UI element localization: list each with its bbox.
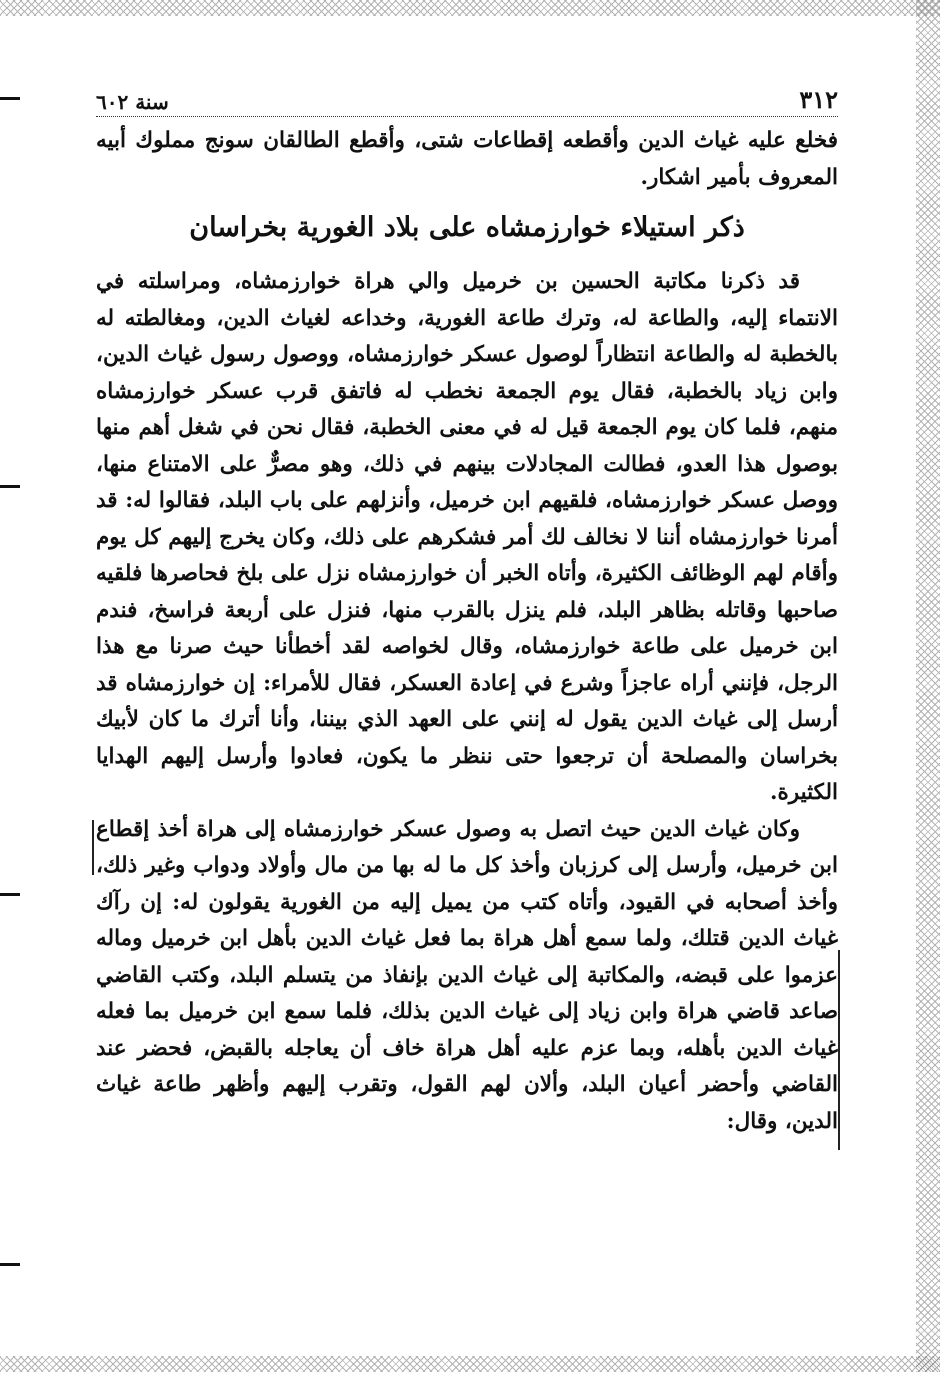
paragraph-2: وكان غياث الدين حيث اتصل به وصول عسكر خوارزمشاه إلى هراة أخذ إقطاع ابن خرميل، وأرسل إلى كرزبان وأخذ كل ما له بها من مال وأولاد ودواب وغير ذلك، وأخذ أصحابه في القيود، وأتاه كتب من يميل إليه من الغورية يقولون له: إن رآك غياث الدين قتلك، ولما سمع أهل هراة بما فعل غياث الدين بأهل ابن خرميل وماله عزموا على قبضه، والمكاتبة إلى غياث الدين بإنفاذ من يتسلم البلد، وكتب القاضي صاعد قاضي هراة وابن زياد إلى غياث الدين بذلك، فلما سمع ابن خرميل بما فعله غياث الدين بأهله، وبما عزم عليه أهل هراة خاف أن يعاجله بالقبض، فحضر عند القاضي وأحضر أعيان البلد، وألان لهم القول، وتقرب إليهم وأظهر طاعة غياث الدين، وقال: (96, 816, 838, 1134)
page-border-bottom (0, 1356, 940, 1372)
margin-tick (0, 97, 20, 100)
section-title: ذكر استيلاء خوارزمشاه على بلاد الغورية بخراسان (189, 212, 745, 243)
page-border-right (916, 0, 940, 1372)
continuation-paragraph: فخلع عليه غياث الدين وأقطعه إقطاعات شتى، وأقطع الطالقان سونج مملوك أبيه المعروف بأمير اشكار. (96, 128, 838, 190)
year-label: سنة ٦٠٢ (96, 90, 169, 114)
margin-tick (0, 1263, 20, 1266)
paragraph-1: قد ذكرنا مكاتبة الحسين بن خرميل والي هراة خوارزمشاه، ومراسلته في الانتماء إليه، والطاعة له، وترك طاعة الغورية، وخداعه لغياث الدين، ومغالطته له بالخطبة له والطاعة انتظاراً لوصول عسكر خوارزمشاه، ووصول رسول غياث الدين، وابن زياد بالخطبة، فقال يوم الجمعة نخطب له فاتفق قرب عسكر خوارزمشاه منهم، فلما كان يوم الجمعة قيل له في معنى الخطبة، فقال نحن في شغل أهم منها بوصول هذا العدو، فطالت المجادلات بينهم في ذلك، وهو مصرٌّ على الامتناع منها، ووصل عسكر خوارزمشاه، فلقيهم ابن خرميل، وأنزلهم على باب البلد، فقالوا له: قد أمرنا خوارزمشاه أننا لا نخالف لك أمر فشكرهم على ذلك، وكان يخرج إليهم كل يوم وأقام لهم الوظائف الكثيرة، وأتاه الخبر أن خوارزمشاه نزل على بلخ فحاصرها فلقيه صاحبها وقاتله بظاهر البلد، فلم ينزل بالقرب منها، فنزل على أربعة فراسخ، فندم ابن خرميل على طاعة خوارزمشاه، وقال لخواصه لقد أخطأنا حيث صرنا مع هذا الرجل، فإنني أراه عاجزاً وشرع في إعادة العسكر، فقال للأمراء: إن خوارزمشاه قد أرسل إلى غياث الدين يقول له إنني على العهد الذي بيننا، وأنا أترك ما كان لأبيك بخراسان والمصلحة أن ترجعوا حتى ننظر ما يكون، فعادوا وأرسل إليهم الهدايا الكثيرة. (96, 269, 838, 805)
margin-tick (0, 485, 20, 488)
running-header (96, 80, 838, 117)
page-number: ٣١٢ (799, 85, 838, 114)
margin-tick (0, 893, 20, 896)
margin-rule (838, 950, 840, 1150)
page-border-top (0, 0, 940, 16)
margin-rule (92, 820, 94, 875)
book-page (96, 80, 838, 1140)
